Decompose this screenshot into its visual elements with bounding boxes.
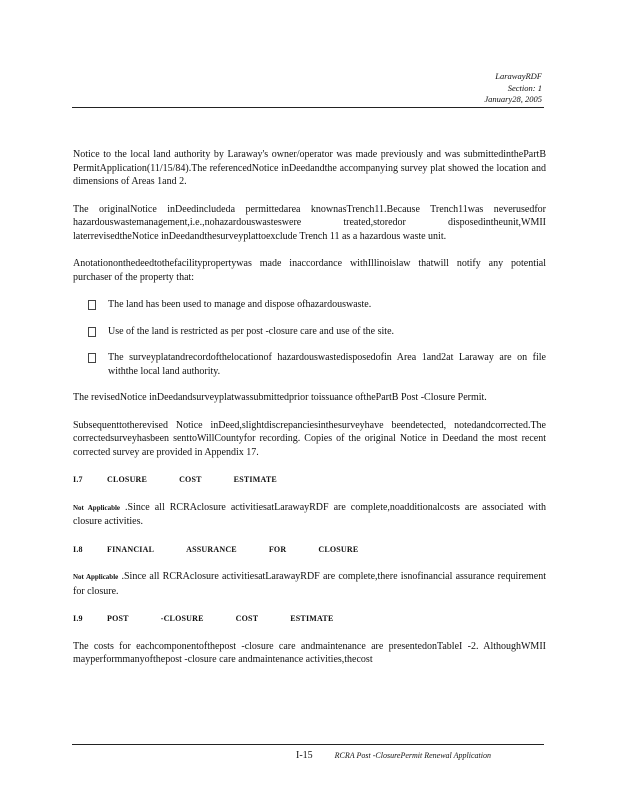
paragraph: The revisedNotice inDeedandsurveyplatwassubmittedprior toissuance ofthePartB Post -Closure Permit. xyxy=(73,392,487,403)
not-applicable-label: Not Applicable xyxy=(73,503,121,512)
section-heading-post-closure-cost: I.9 POST -CLOSURE COST ESTIMATE xyxy=(73,614,334,623)
running-footer xyxy=(296,750,491,761)
section-heading-closure-cost: I.7 CLOSURE COST ESTIMATE xyxy=(73,475,277,484)
not-applicable-label: Not Applicable xyxy=(73,573,119,581)
section-text: Not Applicable .Since all RCRAclosure activitiesatLarawayRDF are complete,there isnofinancial assurance requirement for closure. xyxy=(73,571,546,597)
header-date: January28, 2005 xyxy=(484,94,542,104)
bullet-item: Use of the land is restricted as per post -closure care and use of the site. xyxy=(73,325,546,339)
section-text: Not Applicable .Since all RCRAclosure activitiesatLarawayRDF are complete,noadditionalcosts are associated with closure activities. xyxy=(73,501,546,527)
paragraph: Subsequenttotherevised Notice inDeed,slightdiscrepanciesinthesurveyhave beendetected, notedandcorrected.The correctedsurveyhasbeen senttoWillCountyfor recording. Copies of the original Notice in Deedand the most recent corrected survey are provided in Appendix 17. xyxy=(73,419,546,458)
footer-rule xyxy=(72,744,544,745)
document-body xyxy=(73,148,546,681)
checkbox-bullet-icon xyxy=(88,300,96,310)
paragraph: Notice to the local land authority by Laraway's owner/operator was made previously and was submittedinthePartB PermitApplication(11/15/84).The referencedNotice inDeedandthe accompanying survey plat showed the location and dimensions of Areas 1and 2. xyxy=(73,149,546,187)
paragraph: The originalNotice inDeedincludeda permittedarea knownasTrench11.Because Trench11was neverusedfor hazardouswastemanagement,i.e.,nohazardouswasteswere treated,storedor disposedintheunit,WMII laterrevisedtheNotice inDeedandthesurveyplattoexclude Trench 11 as a hazardous waste unit. xyxy=(73,203,546,242)
paragraph: Anotationonthedeedtothefacilitypropertywas made inaccordance withIllinoislaw thatwill notify any potential purchaser of the property that: xyxy=(73,258,546,283)
page-number: I-15 xyxy=(296,750,313,761)
running-header xyxy=(484,71,542,106)
checkbox-bullet-icon xyxy=(88,353,96,363)
section-text: The costs for eachcomponentofthepost -closure care andmaintenance are presentedonTableI -2. AlthoughWMII mayperformmanyofthepost -closure care andmaintenance activities,thecost xyxy=(73,640,546,665)
section-heading-financial-assurance: I.8 FINANCIAL ASSURANCE FOR CLOSURE xyxy=(73,544,359,554)
header-rule xyxy=(72,107,544,108)
header-facility: LarawayRDF xyxy=(495,71,542,81)
bullet-item: The land has been used to manage and dispose ofhazardouswaste. xyxy=(73,298,546,312)
bullet-item: The surveyplatandrecordofthelocationof hazardouswastedisposedofin Area 1and2at Laraway are on file withthe local land authority. xyxy=(73,351,546,378)
checkbox-bullet-icon xyxy=(88,327,96,337)
header-section: Section: 1 xyxy=(507,82,542,93)
footer-title: RCRA Post -ClosurePermit Renewal Application xyxy=(334,751,491,760)
